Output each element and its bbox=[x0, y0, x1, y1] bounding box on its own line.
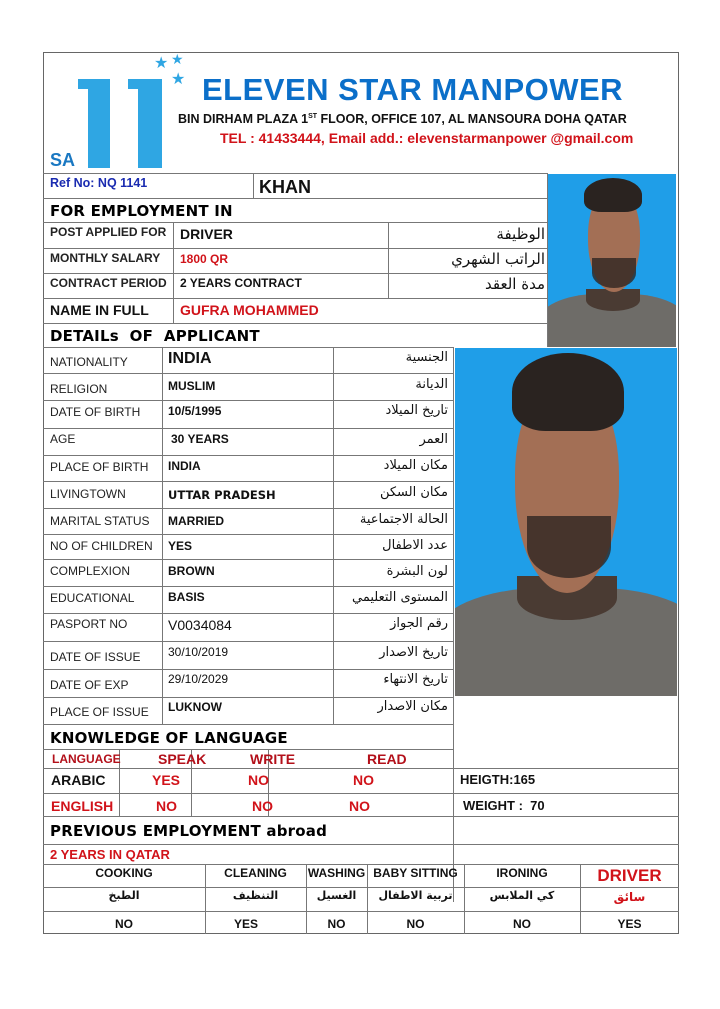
company-address: BIN DIRHAM PLAZA 1ST FLOOR, OFFICE 107, AL MANSOURA DOHA QATAR bbox=[178, 112, 627, 126]
star-icon: ★ bbox=[171, 51, 184, 67]
ref-number: Ref No: NQ 1141 bbox=[50, 176, 148, 190]
logo-sa-text: SA bbox=[50, 150, 76, 170]
company-name: ELEVEN STAR MANPOWER bbox=[202, 72, 624, 107]
section-title-previous: PREVIOUS EMPLOYMENT abroad bbox=[50, 822, 328, 840]
surname: KHAN bbox=[259, 177, 311, 197]
section-title-language: KNOWLEDGE OF LANGUAGE bbox=[50, 729, 288, 747]
height-value: HEIGTH:165 bbox=[460, 772, 536, 787]
section-title-employment: FOR EMPLOYMENT IN bbox=[50, 202, 233, 220]
company-contact: TEL : 41433444, Email add.: elevenstarmanpower @gmail.com bbox=[220, 130, 634, 146]
applicant-photo-small bbox=[548, 174, 676, 347]
star-icon: ★ bbox=[154, 55, 169, 72]
section-title-details: DETAILs OF APPLICANT bbox=[50, 327, 260, 345]
previous-duration: 2 YEARS IN QATAR bbox=[50, 847, 170, 862]
weight-value: WEIGHT : 70 bbox=[463, 798, 545, 813]
star-icon: ★ bbox=[171, 71, 186, 88]
applicant-photo-large bbox=[455, 348, 677, 696]
